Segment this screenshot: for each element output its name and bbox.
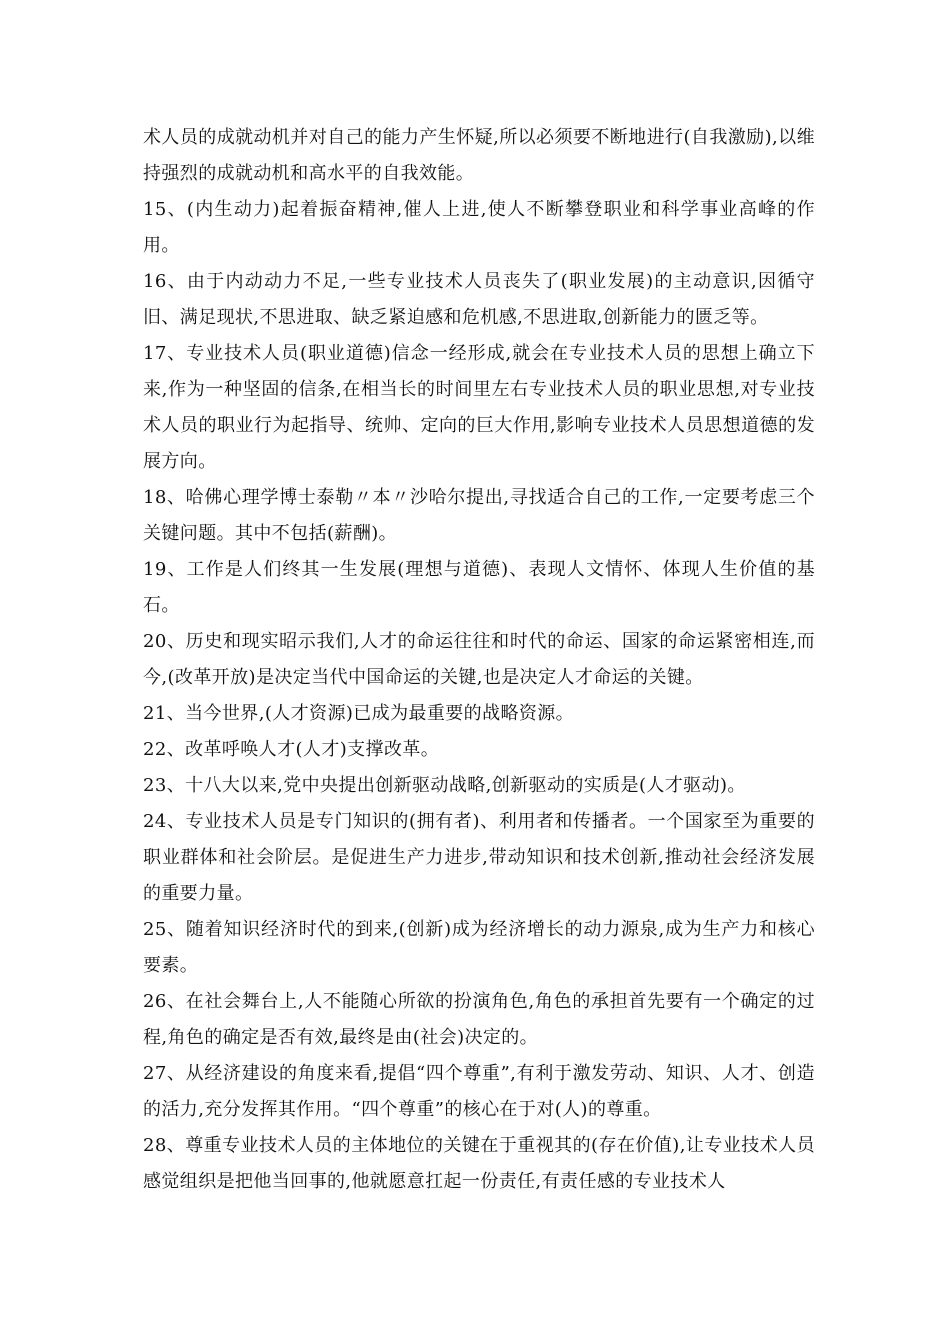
paragraph-continuation: 术人员的成就动机并对自己的能力产生怀疑,所以必须要不断地进行(自我激励),以维持强烈的成就动机和高水平的自我效能。 [143,127,815,184]
paragraph-item-22: 22、改革呼唤人才(人才)支撑改革。 [143,739,440,760]
paragraph-item-20: 20、历史和现实昭示我们,人才的命运往往和时代的命运、国家的命运紧密相连,而今,(改革开放)是决定当代中国命运的关键,也是决定人才命运的关键。 [143,631,815,688]
paragraph-item-26: 26、在社会舞台上,人不能随心所欲的扮演角色,角色的承担首先要有一个确定的过程,角色的确定是否有效,最终是由(社会)决定的。 [143,991,815,1048]
paragraph-item-21: 21、当今世界,(人才资源)已成为最重要的战略资源。 [143,703,575,724]
paragraph-item-19: 19、工作是人们终其一生发展(理想与道德)、表现人文情怀、体现人生价值的基石。 [143,559,815,616]
paragraph-item-24: 24、专业技术人员是专门知识的(拥有者)、利用者和传播者。一个国家至为重要的职业群体和社会阶层。是促进生产力进步,带动知识和技术创新,推动社会经济发展的重要力量。 [143,811,815,904]
paragraph-item-15: 15、(内生动力)起着振奋精神,催人上进,使人不断攀登职业和科学事业高峰的作用。 [143,199,815,256]
paragraph-item-17: 17、专业技术人员(职业道德)信念一经形成,就会在专业技术人员的思想上确立下来,作为一种坚固的信条,在相当长的时间里左右专业技术人员的职业思想,对专业技术人员的职业行为起指导、统帅、定向的巨大作用,影响专业技术人员思想道德的发展方向。 [143,343,815,472]
document-body [143,120,815,1200]
paragraph-item-16: 16、由于内动动力不足,一些专业技术人员丧失了(职业发展)的主动意识,因循守旧、满足现状,不思进取、缺乏紧迫感和危机感,不思进取,创新能力的匮乏等。 [143,271,815,328]
paragraph-item-27: 27、从经济建设的角度来看,提倡“四个尊重”,有利于激发劳动、知识、人才、创造的活力,充分发挥其作用。“四个尊重”的核心在于对(人)的尊重。 [143,1063,815,1120]
paragraph-item-18: 18、哈佛心理学博士泰勒〃本〃沙哈尔提出,寻找适合自己的工作,一定要考虑三个关键问题。其中不包括(薪酬)。 [143,487,815,544]
paragraph-item-28: 28、尊重专业技术人员的主体地位的关键在于重视其的(存在价值),让专业技术人员感觉组织是把他当回事的,他就愿意扛起一份责任,有责任感的专业技术人 [143,1135,815,1192]
paragraph-item-25: 25、随着知识经济时代的到来,(创新)成为经济增长的动力源泉,成为生产力和核心要素。 [143,919,815,976]
paragraph-item-23: 23、十八大以来,党中央提出创新驱动战略,创新驱动的实质是(人才驱动)。 [143,775,746,796]
